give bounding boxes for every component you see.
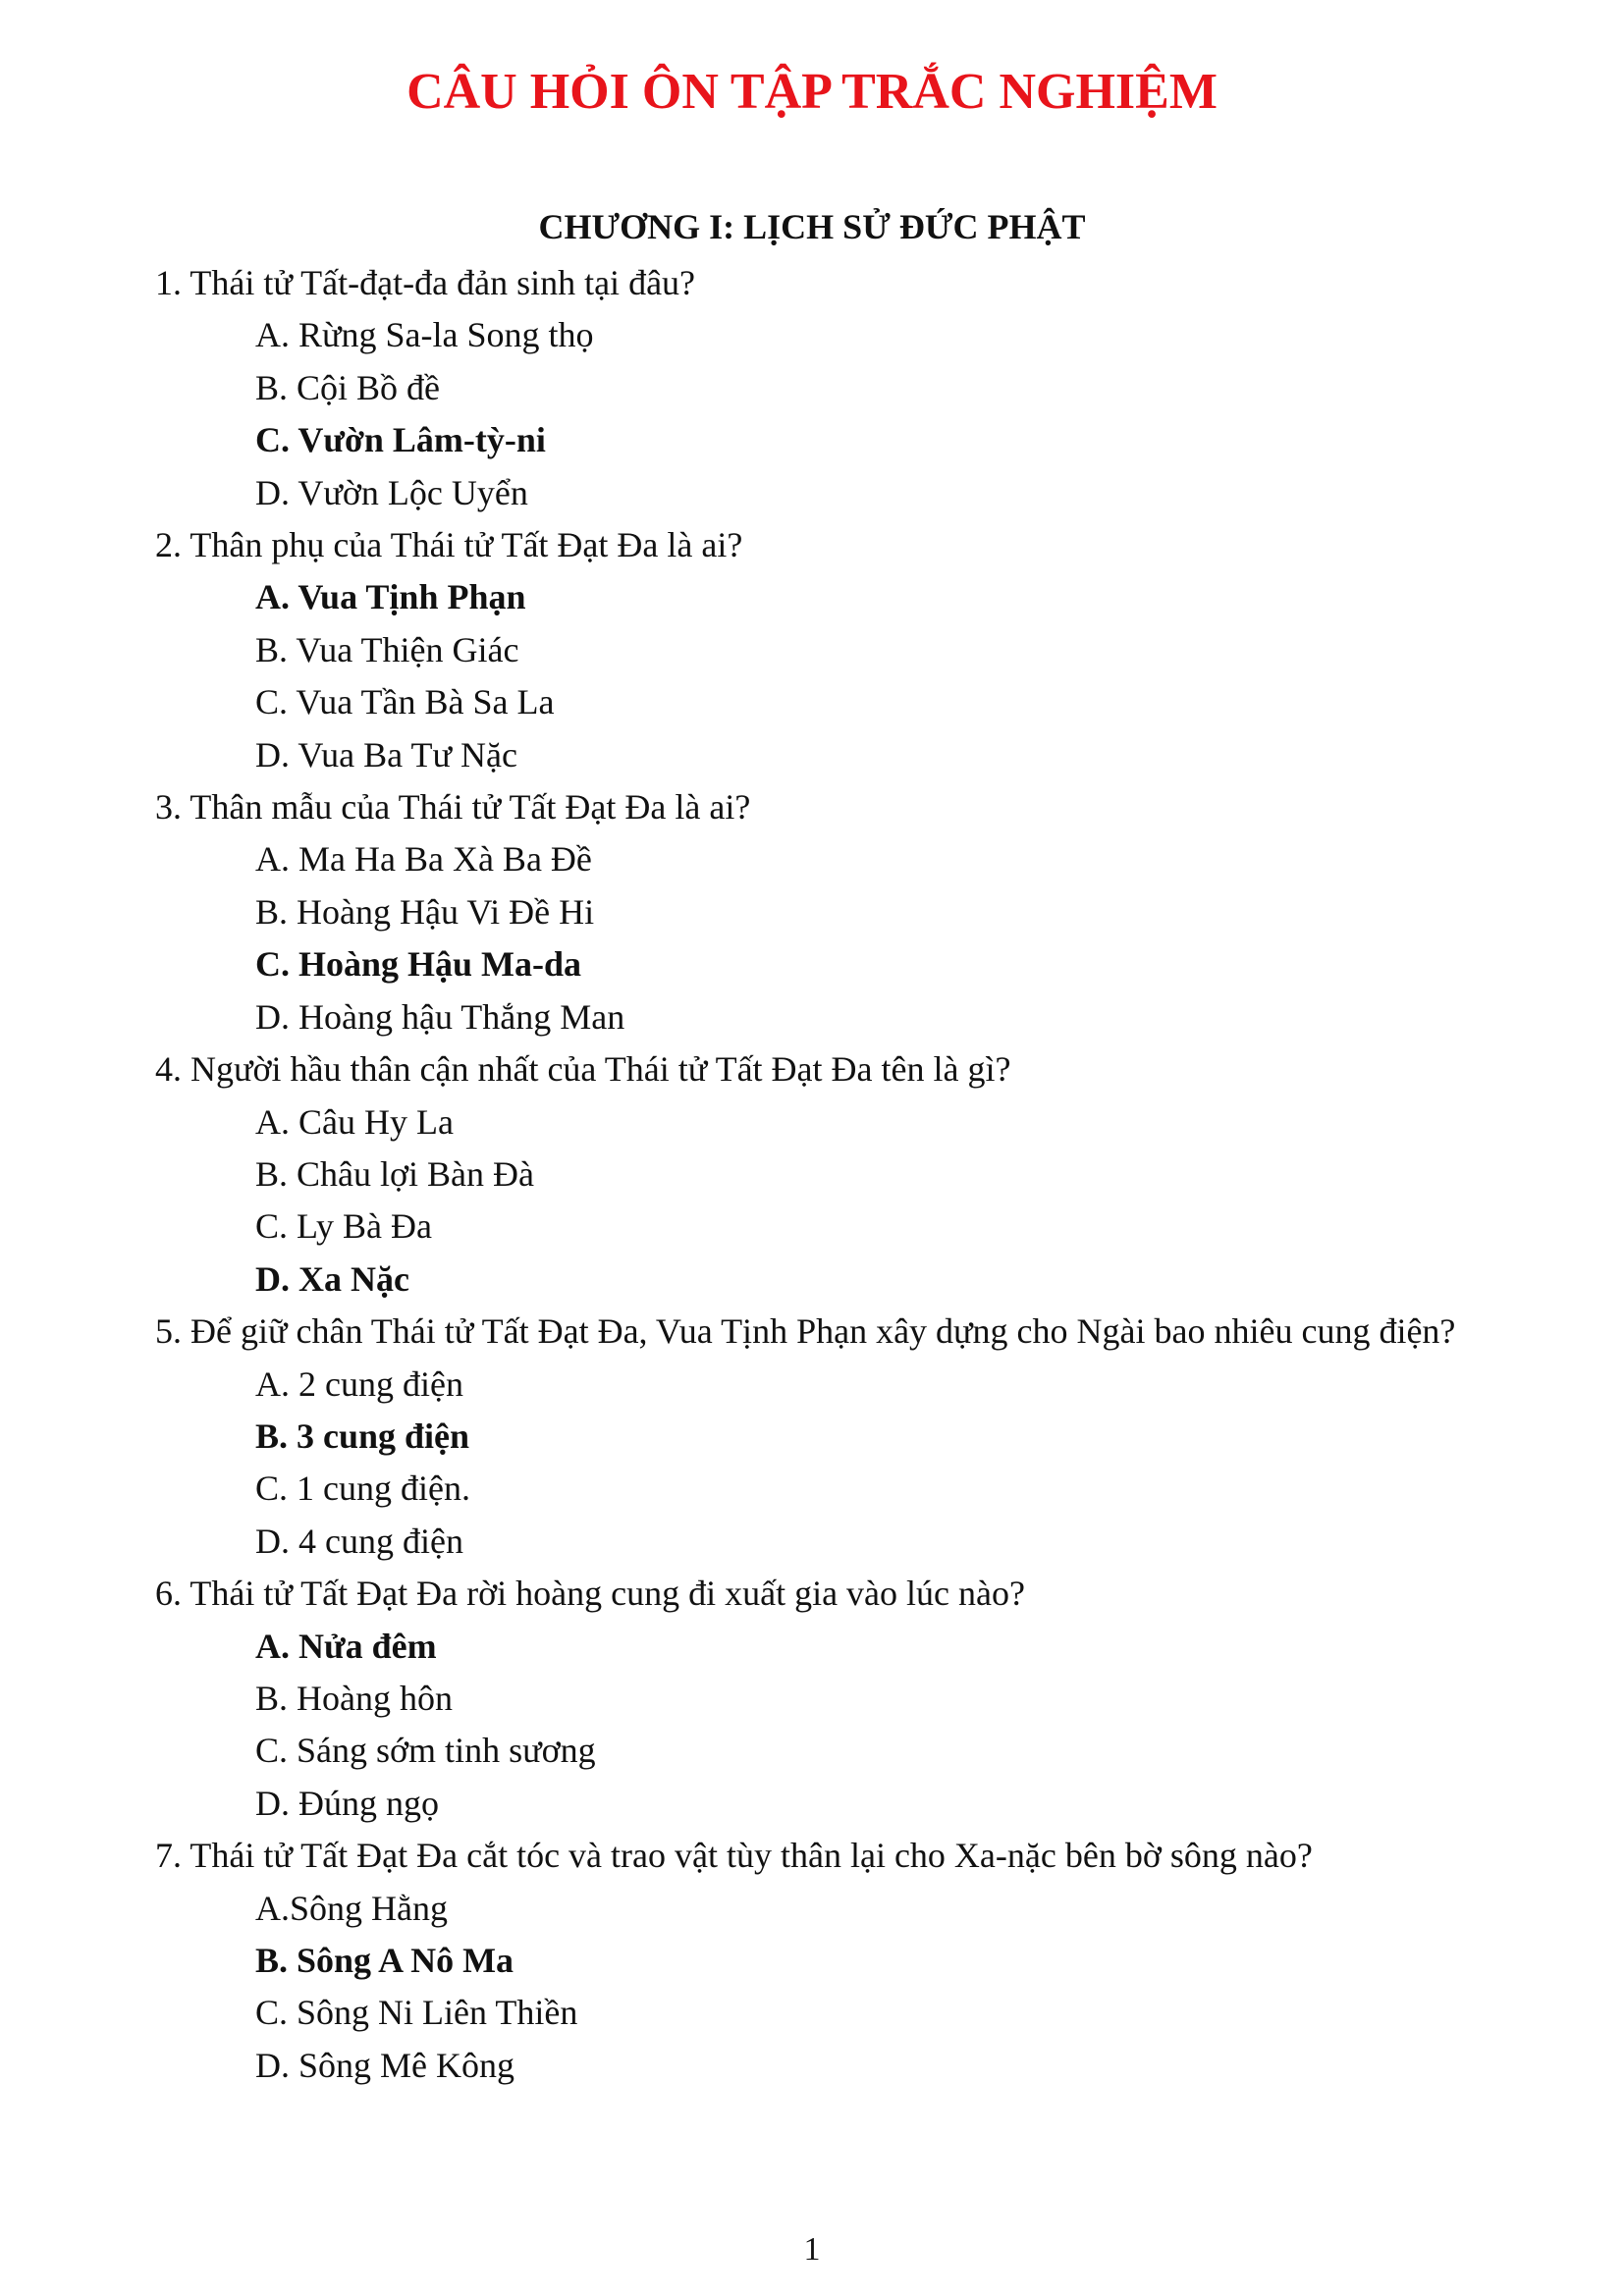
page-number: 1 xyxy=(803,2231,821,2268)
correct-answer-option: A. Nửa đêm xyxy=(255,1626,437,1666)
answer-option: B. Hoàng Hậu Vi Đề Hi xyxy=(255,891,595,932)
correct-answer-option: B. Sông A Nô Ma xyxy=(255,1941,514,1980)
question-text: 6. Thái tử Tất Đạt Đa rời hoàng cung đi xuất gia vào lúc nào? xyxy=(155,1574,1025,1614)
correct-answer-option: A. Vua Tịnh Phạn xyxy=(255,577,526,617)
answer-option: A. Ma Ha Ba Xà Ba Đề xyxy=(255,839,592,880)
question-text: 1. Thái tử Tất-đạt-đa đản sinh tại đâu? xyxy=(155,263,696,302)
question-text: 3. Thân mẫu của Thái tử Tất Đạt Đa là ai? xyxy=(155,787,751,828)
answer-option: D. Sông Mê Kông xyxy=(255,2045,515,2085)
answer-option: B. Châu lợi Bàn Đà xyxy=(255,1153,535,1194)
question-1 xyxy=(155,257,1490,519)
answer-option: A. Câu Hy La xyxy=(255,1101,454,1142)
question-list xyxy=(155,257,1490,2092)
answer-option: D. Vua Ba Tư Nặc xyxy=(255,734,517,774)
answer-option: C. Vua Tần Bà Sa La xyxy=(255,682,555,722)
question-4 xyxy=(155,1043,1490,1306)
question-6 xyxy=(155,1568,1490,1830)
answer-option: B. Cội Bồ đề xyxy=(255,367,441,407)
correct-answer-option: B. 3 cung điện xyxy=(255,1415,470,1456)
answer-option: D. Hoàng hậu Thắng Man xyxy=(255,996,625,1037)
question-text: 5. Để giữ chân Thái tử Tất Đạt Đa, Vua Tịnh Phạn xây dựng cho Ngài bao nhiêu cung điện? xyxy=(155,1311,1456,1352)
answer-option: D. 4 cung điện xyxy=(255,1521,463,1561)
question-5 xyxy=(155,1306,1490,1568)
answer-option: A.Sông Hằng xyxy=(255,1888,448,1928)
question-text: 7. Thái tử Tất Đạt Đa cắt tóc và trao vật tùy thân lại cho Xa-nặc bên bờ sông nào? xyxy=(155,1836,1313,1876)
question-text: 4. Người hầu thân cận nhất của Thái tử Tất Đạt Đa tên là gì? xyxy=(155,1049,1011,1090)
answer-option: C. 1 cung điện. xyxy=(255,1468,470,1509)
answer-option: C. Sông Ni Liên Thiền xyxy=(255,1993,578,2033)
correct-answer-option: D. Xa Nặc xyxy=(255,1258,409,1299)
correct-answer-option: C. Vườn Lâm-tỳ-ni xyxy=(255,420,546,460)
page-title: CÂU HỎI ÔN TẬP TRẮC NGHIỆM xyxy=(406,64,1218,120)
answer-option: B. Hoàng hôn xyxy=(255,1678,453,1718)
answer-option: A. Rừng Sa-la Song thọ xyxy=(255,315,594,355)
question-7 xyxy=(155,1830,1490,2092)
answer-option: B. Vua Thiện Giác xyxy=(255,629,519,669)
question-text: 2. Thân phụ của Thái tử Tất Đạt Đa là ai? xyxy=(155,525,743,565)
question-3 xyxy=(155,781,1490,1043)
answer-option: D. Vườn Lộc Uyển xyxy=(255,472,528,512)
answer-option: C. Sáng sớm tinh sương xyxy=(255,1731,596,1771)
answer-option: A. 2 cung điện xyxy=(255,1363,463,1404)
answer-option: C. Ly Bà Đa xyxy=(255,1206,432,1247)
chapter-title: CHƯƠNG I: LỊCH SỬ ĐỨC PHẬT xyxy=(538,207,1086,246)
answer-option: D. Đúng ngọ xyxy=(255,1783,439,1823)
question-2 xyxy=(155,519,1490,781)
correct-answer-option: C. Hoàng Hậu Ma-da xyxy=(255,944,582,985)
